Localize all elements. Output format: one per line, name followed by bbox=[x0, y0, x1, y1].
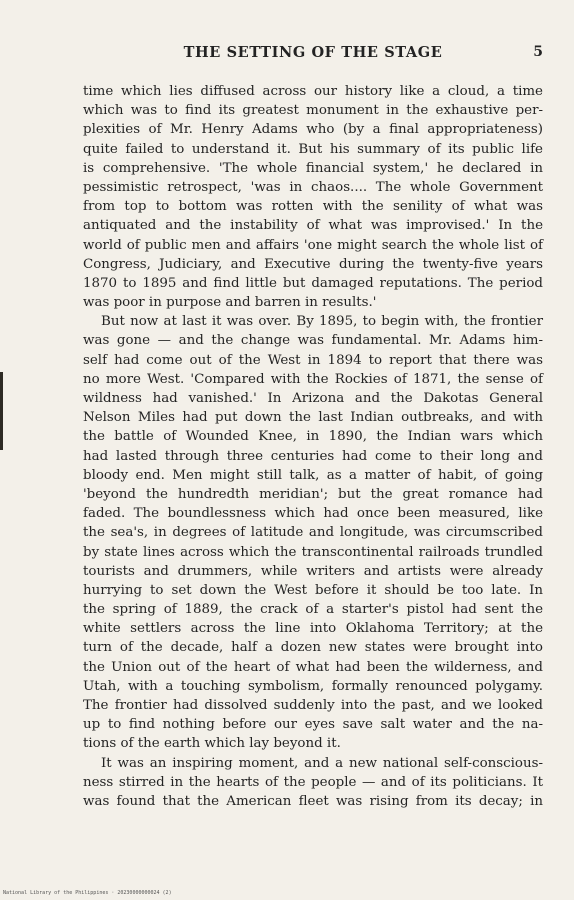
text-line: from top to bottom was rotten with the senility of what was bbox=[83, 199, 543, 215]
text-line: tourists and drummers, while writers and artists were already bbox=[83, 563, 543, 579]
text-line: But now at last it was over. By 1895, to begin with, the frontier bbox=[101, 314, 543, 330]
text-line: tions of the earth which lay beyond it. bbox=[83, 736, 341, 752]
text-line: no more West. 'Compared with the Rockies of 1871, the sense of bbox=[83, 371, 543, 387]
library-stamp: National Library of the Philippines · 20230000000024 (2) bbox=[3, 890, 172, 896]
text-line: pessimistic retrospect, 'was in chaos.... The whole Government bbox=[83, 179, 543, 195]
text-line: white settlers across the line into Oklahoma Territory; at the bbox=[83, 621, 543, 637]
text-line: hurrying to set down the West before it should be too late. In bbox=[83, 582, 543, 598]
running-title: THE SETTING OF THE STAGE bbox=[183, 44, 443, 61]
text-line: was found that the American fleet was rising from its decay; in bbox=[83, 793, 543, 809]
text-line: quite failed to understand it. But his summary of its public life bbox=[83, 141, 543, 157]
text-line: faded. The boundlessness which had once been measured, like bbox=[83, 506, 543, 522]
text-line: The frontier had dissolved suddenly into the past, and we looked bbox=[83, 698, 543, 713]
text-line: It was an inspiring moment, and a new national self-conscious- bbox=[101, 755, 543, 771]
text-line: was poor in purpose and barren in results.' bbox=[83, 295, 377, 311]
text-line: plexities of Mr. Henry Adams who (by a final appropriateness) bbox=[83, 122, 543, 138]
text-line: the Union out of the heart of what had been the wilderness, and bbox=[83, 659, 543, 675]
text-line: bloody end. Men might still talk, as a matter of habit, of going bbox=[83, 467, 543, 483]
text-line: antiquated and the instability of what was improvised.' In the bbox=[83, 218, 543, 234]
text-line: Congress, Judiciary, and Executive during the twenty-five years bbox=[83, 256, 543, 272]
text-line: the sea's, in degrees of latitude and longitude, was circumscribed bbox=[83, 525, 543, 541]
text-line: wildness had vanished.' In Arizona and the Dakotas General bbox=[83, 391, 543, 406]
text-line: by state lines across which the transcontinental railroads trundled bbox=[83, 544, 543, 560]
text-line: is comprehensive. 'The whole financial system,' he declared in bbox=[83, 160, 543, 176]
body-text bbox=[83, 82, 543, 811]
text-line: was gone — and the change was fundamental. Mr. Adams him- bbox=[83, 333, 543, 349]
text-line: the spring of 1889, the crack of a starter's pistol had sent the bbox=[83, 602, 543, 618]
text-line: the battle of Wounded Knee, in 1890, the Indian wars which bbox=[83, 429, 543, 445]
text-line: had lasted through three centuries had come to their long and bbox=[83, 448, 543, 464]
text-line: ness stirred in the hearts of the people — and of its politicians. It bbox=[83, 774, 543, 790]
text-line: world of public men and affairs 'one might search the whole list of bbox=[83, 237, 543, 253]
text-line: turn of the decade, half a dozen new states were brought into bbox=[83, 640, 543, 656]
page-number: 5 bbox=[533, 44, 543, 60]
text-line: which was to find its greatest monument in the exhaustive per- bbox=[83, 103, 543, 119]
text-line: time which lies diffused across our history like a cloud, a time bbox=[83, 84, 543, 99]
running-head bbox=[83, 44, 543, 70]
text-line: Utah, with a touching symbolism, formally renounced polygamy. bbox=[83, 678, 543, 694]
text-line: Nelson Miles had put down the last Indian outbreaks, and with bbox=[83, 410, 543, 426]
text-line: self had come out of the West in 1894 to report that there was bbox=[83, 352, 543, 368]
text-line: up to find nothing before our eyes save salt water and the na- bbox=[83, 717, 543, 733]
text-line: 'beyond the hundredth meridian'; but the great romance had bbox=[83, 486, 543, 502]
text-line: 1870 to 1895 and find little but damaged reputations. The period bbox=[83, 275, 543, 291]
binding-edge-mark bbox=[0, 372, 3, 450]
